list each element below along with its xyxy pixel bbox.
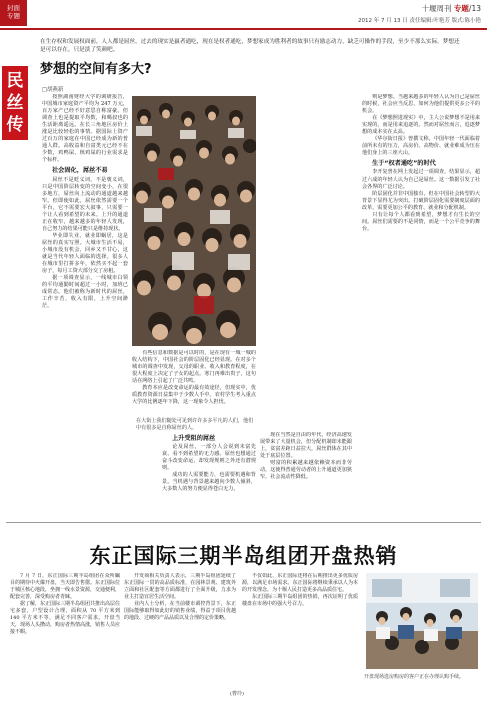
page-number: /13 (468, 4, 481, 13)
section-badge (0, 0, 27, 26)
badge-line-2: 专题 (7, 12, 20, 20)
paragraph: 财富的积累越来越依赖资本而非劳动，这使得普通劳动者的上升通道更加狭窄，社会流动性降低。 (260, 460, 352, 481)
issue-date: 2012 年 7 月 13 日 (358, 18, 408, 24)
column-label (2, 66, 28, 140)
ad-photo (366, 573, 478, 669)
header-rule (0, 28, 487, 30)
paragraph: 则是梦想。当越来越多的年轻人认为自己是屌丝的时候，社会应当反思，如何为他们提供更多公平的机会。 (362, 94, 480, 115)
paragraph: 在《梦想照进现实》中，主人公说梦想不是用来实现的，而是用来追逐的。然而对屌丝而言，追逐梦想的成本实在太高。 (362, 115, 480, 136)
paragraph: 教育本应是改变命运的最有效途径，但现实中，优质教育资源日益集中于少数人手中。农村学生考入重点大学的比例逐年下降，这一现象令人担忧。 (132, 385, 256, 406)
designer-label: 版式: (451, 18, 465, 24)
column-label-char: 传 (6, 115, 24, 135)
sales-office-illustration (366, 573, 478, 669)
page-header (358, 3, 481, 24)
issue-info (358, 16, 481, 24)
ad-photo-caption: 开盘现场选房购房的客户正在办理认购手续。 (364, 674, 465, 680)
ad-column-3 (242, 573, 358, 687)
editor-label: 责任编辑: (409, 18, 434, 24)
paragraph: 按照湖南财经大学的调研报告，中国城市家庭资产平均为 247 万元，百万家产已经不好意思自称富豪。但调查上也是提取平均数，和噶叔也的生活距离遥远。在长三角地区房价上涨是比较轻松的事情。据国际上资产过百万的家庭在中国已经成为新的普通人群。高收益和自富类元已经不在少数，鸡鸭屎、核鸡屎的行业需求是个标杆。 (42, 94, 128, 164)
paragraph: 7 月 7 日，东正国际三期半岛组团在众所瞩目的期待中火爆开盘，当天即告售罄。东正国际位于城区核心地段，坐拥一线水景资源，交通便利，配套完善，深受购房者青睐。 (10, 573, 120, 600)
paragraph: 只有让每个人都看到希望，梦想才有生长的空间。屌丝们需要的不是同情，而是一个公平竞争的舞台。 (362, 211, 480, 232)
paragraph: 论及屌丝，一部分人会说到未富先衰、看不到希望的无力感。屌丝也想通过奋斗改变命运，却发现规则之外还有潜规则。 (162, 444, 256, 472)
subheading: 生于“权者通吃”的时代 (372, 160, 436, 168)
crowd-photo (132, 96, 256, 346)
paragraph: 毕业即失业，就业即蜗居，这是屌丝的真实写照。大城市生活不易，小城市没有机会，回乡又不甘心，这就是当代年轻人面临的选择。很多人在城市里打拼多年，依然买不起一套房子，每月工资大部分交了房租。 (42, 232, 128, 275)
ad-headline: 东正国际三期半岛组团开盘热销 (89, 544, 398, 568)
paragraph: 业内人士分析，在当前楼市调控背景下，东正国际能够取得如此好的销售业绩，得益于项目优越的地段、过硬的产品品质以及合理的定价策略。 (124, 601, 236, 621)
paragraph: 不仅如此，东正国际还将在后期推出更多优质房源，以满足市场需求。东正国际将继续秉承以人为本的开发理念，为十堰人民打造更多高品质住宅。 (242, 573, 358, 593)
article-byline: □胡燕新 (42, 87, 64, 93)
photo-caption: 在大街上我们随处可见到许许多多平凡的人们，他们中有很多是自称屌丝的人。 (136, 418, 254, 431)
paragraph: 成功的人需要能力，也需要机遇和背景。当机遇与背景越来越向少数人倾斜，大多数人的努力便显得苍白无力。 (162, 472, 256, 493)
column-label-char: 丝 (6, 93, 24, 113)
paragraph: 李开复曾在网上发起过一项调查，结果显示，超过六成的年轻人认为自己是屌丝。这一数据引发了社会各界的广泛讨论。 (362, 169, 480, 190)
column-label-char: 民 (6, 71, 24, 91)
ad-column-2 (124, 573, 236, 687)
ad-divider (6, 522, 481, 523)
crowd-illustration (132, 96, 256, 346)
paragraph: 阶层固化并非中国独有，但在中国社会转型的大背景下显得尤为突出。打破阶层固化需要制度层面的改革，需要更加公平的教育、就业和分配机制。 (362, 190, 480, 211)
paragraph: 现在当然是自由的年代，经济高速发展带来了大量机会，但分配机制却未能跟上，贫富差距日益拉大，屌丝群体在其中处于底层位置。 (260, 432, 352, 460)
paragraph: 有些信息和数据是可以时的，是在现有一城一城的收入结构下，中国社会的阶层固化已经显现。在对多个城市的调查中发现，父母的职业、收入和教育程度，在很大程度上决定了子女的起点。寒门再难出贵子，这句话在网络上引起了广泛共鸣。 (132, 350, 256, 385)
article-column-3 (162, 432, 256, 516)
editor-name: 叶艳芳 (433, 18, 450, 24)
paragraph: 东正国际三期半岛组团的热销，再次证明了优质楼盘在市场中的强大号召力。 (242, 594, 358, 607)
article-title: 梦想的空间有多大? (40, 62, 152, 77)
magazine-line (358, 3, 481, 14)
subheading: 社会固化，屌丝不易 (52, 167, 108, 175)
article-column-2 (132, 350, 256, 416)
magazine-name: 十堰周刊 (421, 4, 452, 13)
ad-credit: (曹玲) (230, 691, 244, 697)
article-lead: 在生存权和发展权面前，人人都是屌丝。过去的现实是羸者通吃，现在是权者通吃，梦想家成为胜利者的故事只有励志动力，缺乏可操作的手段，至少不那么实际。梦想还是可以存在，只是淡了笑颜吧。 (40, 39, 460, 53)
article-column-5 (362, 94, 480, 514)
ad-column-1 (10, 573, 120, 693)
page-section: 专题 (453, 4, 469, 13)
paragraph: 据一项调查显示，一线城市白领的平均通勤时间超过一小时，加班已成常态。他们被称为新时代的屌丝，工作辛苦，收入有限，上升空间渺茫。 (42, 275, 128, 310)
paragraph: 开发商相关负责人表示，三期半岛组团延续了东正国际一贯的高品质标准，在园林景观、建筑外立面和社区配套等方面都进行了全面升级，力求为业主打造宜居生活空间。 (124, 573, 236, 600)
paragraph: 屌丝不是贬义词，不是褒义词，只是中国阶层转变的空间变小，在很多地方，屌丝向上流动的通道越来越窄。但即使如此，屌丝依然需要一个平台，它不需要宏大叙事，只需要一个让人看到希望的未来。上升的通道正在收窄，越来越多的年轻人发现，自己努力的结果可能只是维持现状。 (42, 176, 128, 232)
article-column-1 (42, 94, 128, 514)
article-column-4 (260, 432, 352, 516)
subheading: 上升受阻的屌丝 (172, 435, 216, 442)
designer-name: 陈小艳 (464, 18, 481, 24)
badge-line-1: 封面 (7, 4, 20, 12)
paragraph: 据了解，东正国际三期半岛组团共推出高层住宅多套，户型设计合理，面积从 70 平方米到 140 平方米不等，满足不同客户需求。开盘当天，现场人头攒动，购房者热情高涨，销售人员应接不暇。 (10, 601, 120, 635)
paragraph: 《华尔街日报》曾撰文称，中国年轻一代面临着前所未有的压力，高房价、高物价、就业难成为压在他们身上的三座大山。 (362, 136, 480, 157)
